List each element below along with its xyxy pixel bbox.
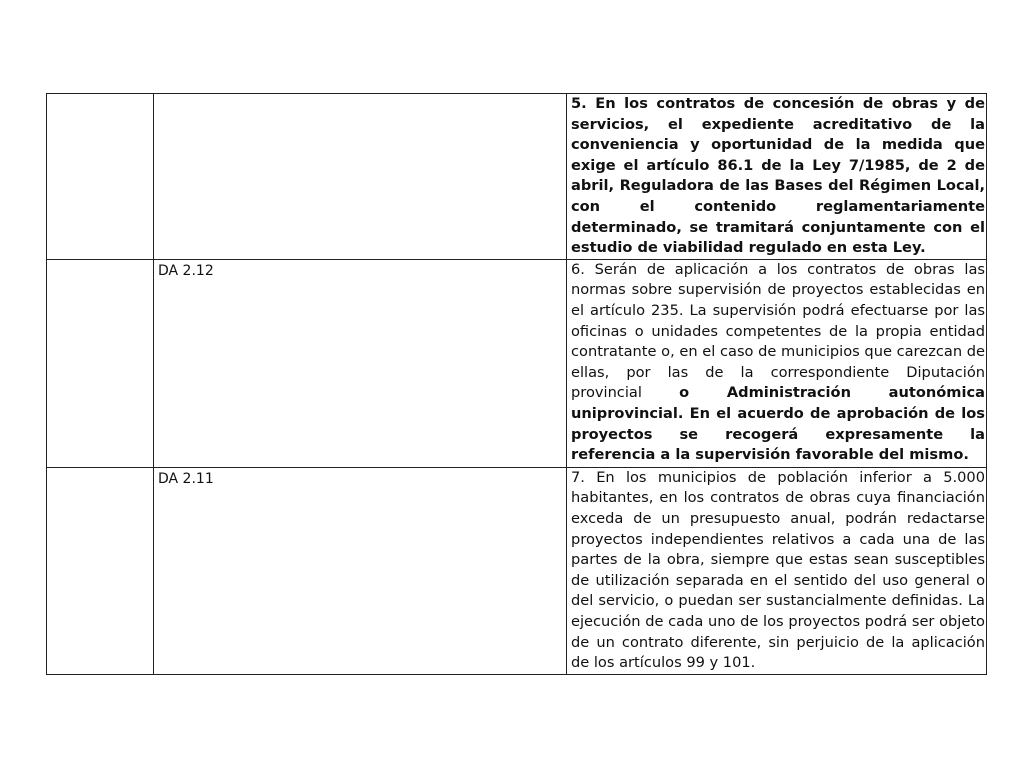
article-text-bold: 5. En los contratos de concesión de obras y de servicios, el expediente acreditativo de la conveniencia y oportunidad de la medida que exige el artículo 86.1 de la Ley 7/1985, de 2 de abril, Reguladora de las Bases del Régimen Local, con el contenido reglamentariamente determinado, se tramitará conjuntamente con el estudio de viabilidad regulado en esta Ley. <box>571 95 985 257</box>
table-row <box>47 467 987 674</box>
reference-cell <box>154 259 567 467</box>
left-empty-cell <box>47 94 154 260</box>
article-text-cell <box>567 259 987 467</box>
article-paragraph-6 <box>571 260 985 466</box>
left-empty-cell <box>47 467 154 674</box>
article-paragraph-7 <box>571 468 985 674</box>
article-text-plain: 6. Serán de aplicación a los contratos de obras las normas sobre supervisión de proyectos establecidas en el artículo 235. La supervisión podrá efectuarse por las oficinas o unidades competentes de la propia entidad contratante o, en el caso de municipios que carezcan de ellas, por las de la correspondiente Diputación provincial <box>571 260 985 402</box>
reference-label <box>154 94 566 95</box>
reference-label: DA 2.11 <box>158 470 214 487</box>
table-row <box>47 94 987 260</box>
reference-cell <box>154 467 567 674</box>
article-text-plain: 7. En los municipios de población inferior a 5.000 habitantes, en los contratos de obras cuya financiación exceda de un presupuesto anual, podrán redactarse proyectos independientes relativos a cada una de las partes de la obra, siempre que estas sean susceptibles de utilización separada en el sentido del uso general o del servicio, o puedan ser sustancialmente definidas. La ejecución de cada uno de los proyectos podrá ser objeto de un contrato diferente, sin perjuicio de la aplicación de los artículos 99 y 101. <box>571 468 985 672</box>
comparison-table <box>46 93 987 675</box>
table-row <box>47 259 987 467</box>
article-text-cell <box>567 467 987 674</box>
reference-label: DA 2.12 <box>158 262 214 279</box>
article-text-bold: o Administración autonómica uniprovincial. En el acuerdo de aprobación de los proyectos se recogerá expresamente la referencia a la supervisión favorable del mismo. <box>571 384 986 464</box>
reference-cell <box>154 94 567 260</box>
article-paragraph-5 <box>571 94 985 259</box>
article-text-cell <box>567 94 987 260</box>
left-empty-cell <box>47 259 154 467</box>
